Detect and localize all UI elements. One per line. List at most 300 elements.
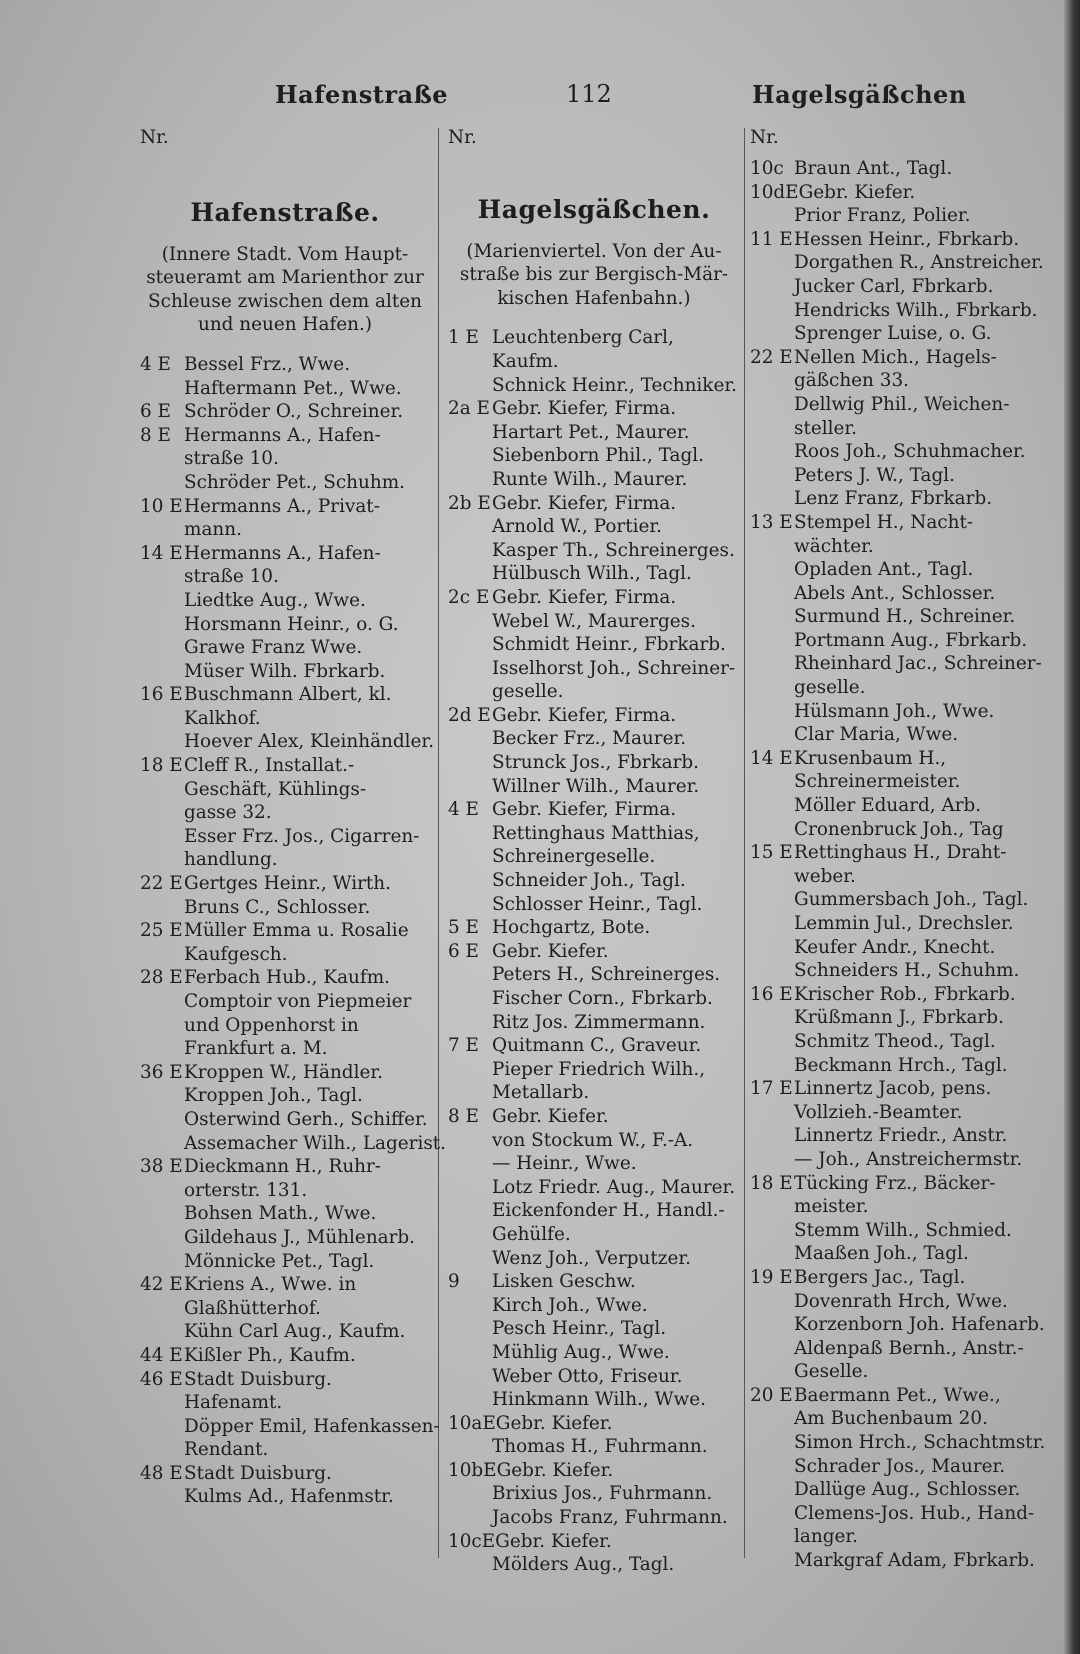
entry-text: Bruns C., Schlosser. xyxy=(184,896,371,918)
directory-entry xyxy=(448,963,740,987)
entry-text: Hartart Pet., Maurer. xyxy=(492,421,690,443)
directory-entry xyxy=(750,1219,1050,1243)
house-number: 2c E xyxy=(448,586,490,608)
directory-entry xyxy=(750,605,1050,629)
entry-text: Mühlig Aug., Wwe. xyxy=(492,1341,670,1363)
entry-text: Buschmann Albert, kl. xyxy=(184,684,392,706)
house-number: 15 E xyxy=(750,842,793,864)
entry-text: Abels Ant., Schlosser. xyxy=(794,582,996,604)
directory-entry xyxy=(140,1179,430,1203)
entry-text: Opladen Ant., Tagl. xyxy=(794,559,974,581)
directory-entry xyxy=(750,251,1050,275)
directory-entry xyxy=(140,966,430,990)
entry-text: Rheinhard Jac., Schreiner- xyxy=(794,653,1042,675)
directory-entry xyxy=(750,157,1050,181)
directory-entry xyxy=(140,778,430,802)
entry-text: Kirch Joh., Wwe. xyxy=(492,1294,648,1316)
directory-entry xyxy=(448,987,740,1011)
directory-entry xyxy=(448,940,740,964)
entry-text: Hoever Alex, Kleinhändler. xyxy=(184,731,435,753)
directory-entry xyxy=(750,1148,1050,1172)
directory-entry xyxy=(750,676,1050,700)
house-number: 22 E xyxy=(750,346,793,368)
entry-text: Clemens-Jos. Hub., Hand- xyxy=(794,1502,1035,1524)
entry-list xyxy=(448,326,740,1576)
entry-text: Lenz Franz, Fbrkarb. xyxy=(794,488,993,510)
entry-text: Kroppen W., Händler. xyxy=(184,1061,383,1083)
house-number: 36 E xyxy=(140,1061,183,1083)
entry-text: Gebr. Kiefer, Firma. xyxy=(492,704,677,726)
entry-text: Jucker Carl, Fbrkarb. xyxy=(794,275,994,297)
house-number: 18 E xyxy=(140,755,183,777)
nr-label: Nr. xyxy=(448,127,477,148)
entry-text: Strunck Jos., Fbrkarb. xyxy=(492,752,700,774)
entry-text: weber. xyxy=(794,865,856,887)
entry-list xyxy=(750,157,1050,1573)
entry-text: Schmidt Heinr., Fbrkarb. xyxy=(492,634,726,656)
entry-text: Markgraf Adam, Fbrkarb. xyxy=(794,1550,1035,1572)
street-title: Hafenstraße. xyxy=(190,198,380,227)
directory-entry xyxy=(140,1344,430,1368)
directory-entry xyxy=(750,818,1050,842)
directory-entry xyxy=(448,421,740,445)
house-number: 10c xyxy=(750,158,784,179)
entry-text: Stemm Wilh., Schmied. xyxy=(794,1219,1012,1241)
directory-entry xyxy=(448,1506,740,1530)
house-number: 4 E xyxy=(140,353,171,375)
house-number: 5 E xyxy=(448,917,479,939)
entry-list xyxy=(140,353,447,1509)
directory-entry xyxy=(140,613,430,637)
entry-text: Schlosser Heinr., Tagl. xyxy=(492,893,703,915)
house-number: 10cE xyxy=(448,1530,496,1552)
directory-entry xyxy=(750,558,1050,582)
directory-entry xyxy=(750,369,1050,393)
directory-entry xyxy=(750,440,1050,464)
directory-entry xyxy=(140,1108,430,1132)
entry-text: Lemmin Jul., Drechsler. xyxy=(794,913,1014,934)
entry-text: Mönnicke Pet., Tagl. xyxy=(184,1250,375,1272)
entry-text: Lotz Friedr. Aug., Maurer. xyxy=(492,1176,736,1198)
entry-text: Bessel Frz., Wwe. xyxy=(184,353,351,375)
entry-text: Maaßen Joh., Tagl. xyxy=(794,1243,969,1265)
directory-entry xyxy=(448,916,740,940)
entry-text: und Oppenhorst in xyxy=(184,1014,359,1036)
directory-entry xyxy=(448,751,740,775)
entry-text: Arnold W., Portier. xyxy=(492,516,662,538)
entry-text: Hermanns A., Hafen- xyxy=(184,542,381,564)
house-number: 4 E xyxy=(448,799,479,821)
directory-entry xyxy=(750,794,1050,818)
house-number: 14 E xyxy=(750,747,793,769)
entry-text: Kaufgesch. xyxy=(184,943,288,965)
directory-entry xyxy=(448,1294,740,1318)
directory-entry xyxy=(750,629,1050,653)
directory-entry xyxy=(750,535,1050,559)
directory-entry xyxy=(448,1247,740,1271)
entry-text: geselle. xyxy=(794,677,866,699)
house-number: 2a E xyxy=(448,398,490,420)
entry-text: Dellwig Phil., Weichen- xyxy=(794,393,1010,415)
directory-entry xyxy=(750,888,1050,912)
entry-text: Comptoir von Piepmeier xyxy=(184,991,412,1012)
entry-text: mann. xyxy=(184,519,242,541)
entry-text: Möller Eduard, Arb. xyxy=(794,795,982,817)
directory-entry xyxy=(140,1014,430,1038)
entry-text: handlung. xyxy=(184,849,278,871)
directory-entry xyxy=(448,893,740,917)
entry-text: wächter. xyxy=(794,535,874,557)
entry-text: Liedtke Aug., Wwe. xyxy=(184,589,366,611)
directory-entry xyxy=(448,1530,740,1554)
directory-entry xyxy=(448,1011,740,1035)
house-number: 16 E xyxy=(140,684,183,706)
directory-entry xyxy=(750,1054,1050,1078)
entry-text: Kißler Ph., Kaufm. xyxy=(184,1344,356,1366)
house-number: 2d E xyxy=(448,704,491,726)
directory-entry xyxy=(448,1412,740,1436)
entry-text: Rettinghaus Matthias, xyxy=(492,822,700,844)
entry-text: Metallarb. xyxy=(492,1082,590,1104)
directory-entry xyxy=(750,511,1050,535)
entry-text: langer. xyxy=(794,1526,858,1548)
directory-entry xyxy=(448,586,740,610)
directory-entry xyxy=(750,983,1050,1007)
directory-entry xyxy=(140,1320,430,1344)
directory-entry xyxy=(140,683,430,707)
entry-text: Hessen Heinr., Fbrkarb. xyxy=(794,228,1020,250)
entry-text: Krischer Rob., Fbrkarb. xyxy=(794,983,1016,1005)
directory-entry xyxy=(448,845,740,869)
entry-text: Stempel H., Nacht- xyxy=(794,511,974,533)
directory-entry xyxy=(448,515,740,539)
entry-text: Gebr. Kiefer. xyxy=(496,1459,614,1481)
directory-entry xyxy=(140,377,430,401)
entry-text: Brixius Jos., Fuhrmann. xyxy=(492,1483,713,1505)
directory-entry xyxy=(750,181,1050,205)
page-number: 112 xyxy=(566,80,612,108)
entry-text: — Heinr., Wwe. xyxy=(492,1153,637,1175)
directory-entry xyxy=(140,542,430,566)
entry-text: meister. xyxy=(794,1196,869,1218)
directory-entry xyxy=(140,1061,430,1085)
entry-text: Gummersbach Joh., Tagl. xyxy=(794,889,1029,911)
directory-entry xyxy=(140,1250,430,1274)
entry-text: Rettinghaus H., Draht- xyxy=(794,842,1007,864)
entry-text: orterstr. 131. xyxy=(184,1179,308,1201)
entry-text: Kroppen Joh., Tagl. xyxy=(184,1085,363,1107)
entry-text: Runte Wilh., Maurer. xyxy=(492,468,688,490)
directory-entry xyxy=(750,1337,1050,1361)
entry-text: Geschäft, Kühlings- xyxy=(184,778,367,800)
house-number: 22 E xyxy=(140,873,183,895)
directory-entry xyxy=(750,912,1050,936)
entry-text: Linnertz Jacob, pens. xyxy=(794,1078,992,1100)
house-number: 9 xyxy=(448,1271,460,1293)
house-number: 13 E xyxy=(750,511,793,533)
entry-text: Portmann Aug., Fbrkarb. xyxy=(794,629,1028,651)
entry-text: Dorgathen R., Anstreicher. xyxy=(794,252,1044,274)
directory-entry xyxy=(448,1365,740,1389)
house-number: 20 E xyxy=(750,1384,793,1406)
directory-entry xyxy=(140,825,430,849)
header-left-street: Hafenstraße xyxy=(275,80,449,109)
directory-entry xyxy=(140,990,430,1014)
house-number: 8 E xyxy=(140,424,171,446)
entry-text: Aldenpaß Bernh., Anstr.- xyxy=(794,1337,1024,1359)
directory-entry xyxy=(140,1084,430,1108)
directory-entry xyxy=(448,633,740,657)
entry-text: Gehülfe. xyxy=(492,1223,571,1245)
entry-text: Isselhorst Joh., Schreiner- xyxy=(492,657,736,679)
house-number: 8 E xyxy=(448,1105,479,1127)
directory-entry xyxy=(448,610,740,634)
street-description: (Marienviertel. Von der Au-straße bis zur Bergisch-Mär-kischen Hafenbahn.) xyxy=(459,240,729,309)
directory-entry xyxy=(448,326,740,350)
column-divider xyxy=(438,128,439,1558)
directory-entry xyxy=(140,1368,430,1392)
entry-text: Quitmann C., Graveur. xyxy=(492,1035,702,1057)
directory-entry xyxy=(140,848,430,872)
directory-entry xyxy=(448,680,740,704)
house-number: 48 E xyxy=(140,1462,183,1484)
directory-entry xyxy=(140,1462,430,1486)
entry-text: Stadt Duisburg. xyxy=(184,1462,332,1484)
directory-entry xyxy=(750,1431,1050,1455)
house-number: 28 E xyxy=(140,967,183,989)
directory-entry xyxy=(750,1172,1050,1196)
directory-entry xyxy=(140,589,430,613)
directory-entry xyxy=(140,660,430,684)
directory-entry xyxy=(448,1152,740,1176)
entry-text: Kasper Th., Schreinerges. xyxy=(492,539,735,561)
directory-entry xyxy=(140,943,430,967)
directory-entry xyxy=(750,204,1050,228)
directory-entry xyxy=(448,657,740,681)
entry-text: Am Buchenbaum 20. xyxy=(794,1408,988,1430)
directory-entry xyxy=(750,747,1050,771)
directory-entry xyxy=(448,1034,740,1058)
house-number: 38 E xyxy=(140,1156,183,1178)
entry-text: Hochgartz, Bote. xyxy=(492,917,651,939)
entry-text: Stadt Duisburg. xyxy=(184,1368,332,1390)
directory-entry xyxy=(448,822,740,846)
entry-text: Prior Franz, Polier. xyxy=(794,205,971,227)
directory-entry xyxy=(140,1485,430,1509)
entry-text: Pieper Friedrich Wilh., xyxy=(492,1058,706,1080)
entry-text: Dieckmann H., Ruhr- xyxy=(184,1156,382,1178)
entry-text: Dallüge Aug., Schlosser. xyxy=(794,1479,1021,1501)
house-number: 14 E xyxy=(140,542,183,564)
house-number: 42 E xyxy=(140,1274,183,1296)
directory-entry xyxy=(750,582,1050,606)
house-number: 18 E xyxy=(750,1172,793,1194)
entry-text: Kaufm. xyxy=(492,350,559,372)
house-number: 46 E xyxy=(140,1368,183,1390)
entry-text: Grawe Franz Wwe. xyxy=(184,637,363,659)
entry-text: Krüßmann J., Fbrkarb. xyxy=(794,1007,1004,1029)
directory-entry xyxy=(750,1455,1050,1479)
entry-text: straße 10. xyxy=(184,448,279,470)
entry-text: Kalkhof. xyxy=(184,707,261,729)
directory-entry xyxy=(448,704,740,728)
entry-text: Gebr. Kiefer. xyxy=(495,1412,613,1434)
house-number: 10dE xyxy=(750,181,799,203)
entry-text: Schröder O., Schreiner. xyxy=(184,401,404,423)
entry-text: Tücking Frz., Bäcker- xyxy=(794,1172,996,1194)
entry-text: Schneiders H., Schuhm. xyxy=(794,960,1020,982)
entry-text: steller. xyxy=(794,417,857,439)
directory-entry xyxy=(140,1155,430,1179)
entry-text: Peters J. W., Tagl. xyxy=(794,464,955,486)
directory-entry xyxy=(750,322,1050,346)
house-number: 11 E xyxy=(750,228,793,250)
entry-text: Schreinergeselle. xyxy=(492,846,656,868)
directory-entry xyxy=(750,1030,1050,1054)
directory-entry xyxy=(140,1273,430,1297)
entry-text: Hafenamt. xyxy=(184,1392,283,1414)
directory-entry xyxy=(750,1290,1050,1314)
entry-text: Schreinermeister. xyxy=(794,771,961,793)
directory-entry xyxy=(448,397,740,421)
house-number: 16 E xyxy=(750,983,793,1005)
directory-entry xyxy=(750,1478,1050,1502)
directory-entry xyxy=(140,471,430,495)
directory-entry xyxy=(750,1195,1050,1219)
directory-entry xyxy=(140,495,430,519)
directory-entry xyxy=(750,723,1050,747)
entry-text: Schrader Jos., Maurer. xyxy=(794,1455,1006,1477)
directory-entry xyxy=(140,1132,447,1156)
entry-text: Peters H., Schreinerges. xyxy=(492,964,721,986)
directory-entry xyxy=(750,700,1050,724)
entry-text: Bohsen Math., Wwe. xyxy=(184,1203,377,1225)
directory-entry xyxy=(448,562,740,586)
house-number: 6 E xyxy=(140,401,171,423)
directory-entry xyxy=(750,299,1050,323)
directory-entry xyxy=(448,1081,740,1105)
directory-entry xyxy=(140,872,430,896)
entry-text: Jacobs Franz, Fuhrmann. xyxy=(492,1507,728,1529)
directory-entry xyxy=(140,400,430,424)
house-number: 1 E xyxy=(448,327,479,349)
entry-text: Gebr. Kiefer. xyxy=(492,1105,609,1127)
entry-text: geselle. xyxy=(492,681,564,703)
directory-entry xyxy=(750,393,1050,417)
directory-entry xyxy=(750,487,1050,511)
directory-entry xyxy=(140,1297,430,1321)
directory-entry xyxy=(140,1415,440,1439)
directory-entry xyxy=(448,1199,740,1223)
directory-entry xyxy=(750,770,1050,794)
directory-entry xyxy=(750,275,1050,299)
directory-entry xyxy=(448,869,740,893)
directory-entry xyxy=(448,1058,740,1082)
directory-entry xyxy=(448,1317,740,1341)
entry-text: Nellen Mich., Hagels- xyxy=(794,346,997,368)
directory-entry xyxy=(448,1129,740,1153)
entry-text: Korzenborn Joh. Hafenarb. xyxy=(794,1314,1045,1336)
entry-text: Clar Maria, Wwe. xyxy=(794,724,959,746)
directory-entry xyxy=(750,1266,1050,1290)
directory-entry xyxy=(448,798,740,822)
entry-text: Gebr. Kiefer. xyxy=(798,181,916,203)
entry-text: Thomas H., Fuhrmann. xyxy=(492,1436,708,1458)
entry-text: Linnertz Friedr., Anstr. xyxy=(794,1125,1008,1147)
directory-entry xyxy=(448,775,740,799)
entry-text: Hermanns A., Hafen- xyxy=(184,424,381,446)
entry-text: Schnick Heinr., Techniker. xyxy=(492,374,737,396)
entry-text: Surmund H., Schreiner. xyxy=(794,606,1016,628)
directory-entry xyxy=(140,707,430,731)
entry-text: Ritz Jos. Zimmermann. xyxy=(492,1011,706,1033)
entry-text: Gebr. Kiefer, Firma. xyxy=(492,398,677,420)
directory-entry xyxy=(140,1391,430,1415)
entry-text: Gebr. Kiefer, Firma. xyxy=(492,799,677,821)
directory-entry xyxy=(750,1101,1050,1125)
directory-entry xyxy=(750,346,1050,370)
directory-entry xyxy=(448,1176,740,1200)
entry-text: Willner Wilh., Maurer. xyxy=(492,775,700,797)
directory-entry xyxy=(140,896,430,920)
page-edge xyxy=(1064,0,1080,1654)
entry-text: Weber Otto, Friseur. xyxy=(492,1365,683,1387)
directory-entry xyxy=(750,1384,1050,1408)
entry-text: Kühn Carl Aug., Kaufm. xyxy=(184,1321,406,1343)
entry-text: Eickenfonder H., Handl.- xyxy=(492,1200,725,1222)
entry-text: Roos Joh., Schuhmacher. xyxy=(794,441,1026,463)
house-number: 10aE xyxy=(448,1412,496,1434)
entry-text: Haftermann Pet., Wwe. xyxy=(184,377,402,399)
directory-entry xyxy=(140,754,430,778)
directory-entry xyxy=(448,539,740,563)
entry-text: gäßchen 33. xyxy=(794,370,909,392)
directory-entry xyxy=(448,492,740,516)
entry-text: Schneider Joh., Tagl. xyxy=(492,870,686,892)
entry-text: Gertges Heinr., Wirth. xyxy=(184,873,391,895)
entry-text: — Joh., Anstreichermstr. xyxy=(794,1148,1023,1170)
entry-text: Siebenborn Phil., Tagl. xyxy=(492,445,705,467)
entry-text: Vollzieh.-Beamter. xyxy=(794,1101,963,1123)
directory-entry xyxy=(140,636,430,660)
header-right-street: Hagelsgäßchen xyxy=(752,80,967,109)
entry-text: Geselle. xyxy=(794,1361,869,1383)
directory-entry xyxy=(750,936,1050,960)
directory-entry xyxy=(140,518,430,542)
entry-text: Gebr. Kiefer, Firma. xyxy=(492,586,677,608)
directory-entry xyxy=(448,1459,740,1483)
directory-entry xyxy=(140,424,430,448)
entry-text: Osterwind Gerh., Schiffer. xyxy=(184,1108,428,1130)
column-3 xyxy=(750,126,1050,1573)
entry-text: Rendant. xyxy=(184,1439,269,1461)
street-description: (Innere Stadt. Vom Haupt-steueramt am Marienthor zur Schleuse zwischen dem alten und neuen Hafen.) xyxy=(146,243,424,336)
house-number: 19 E xyxy=(750,1266,793,1288)
entry-text: Simon Hrch., Schachtmstr. xyxy=(794,1432,1046,1454)
directory-entry xyxy=(448,1482,740,1506)
directory-entry xyxy=(750,1360,1050,1384)
entry-text: Becker Frz., Maurer. xyxy=(492,728,687,750)
entry-text: Schröder Pet., Schuhm. xyxy=(184,471,405,493)
entry-text: Hülbusch Wilh., Tagl. xyxy=(492,563,692,585)
directory-entry xyxy=(448,727,740,751)
column-2 xyxy=(448,126,740,1577)
entry-text: Dovenrath Hrch, Wwe. xyxy=(794,1290,1008,1312)
entry-text: Webel W., Maurerges. xyxy=(492,610,696,632)
directory-entry xyxy=(448,468,740,492)
entry-text: Schmitz Theod., Tagl. xyxy=(794,1030,996,1052)
entry-text: Horsmann Heinr., o. G. xyxy=(184,613,399,635)
